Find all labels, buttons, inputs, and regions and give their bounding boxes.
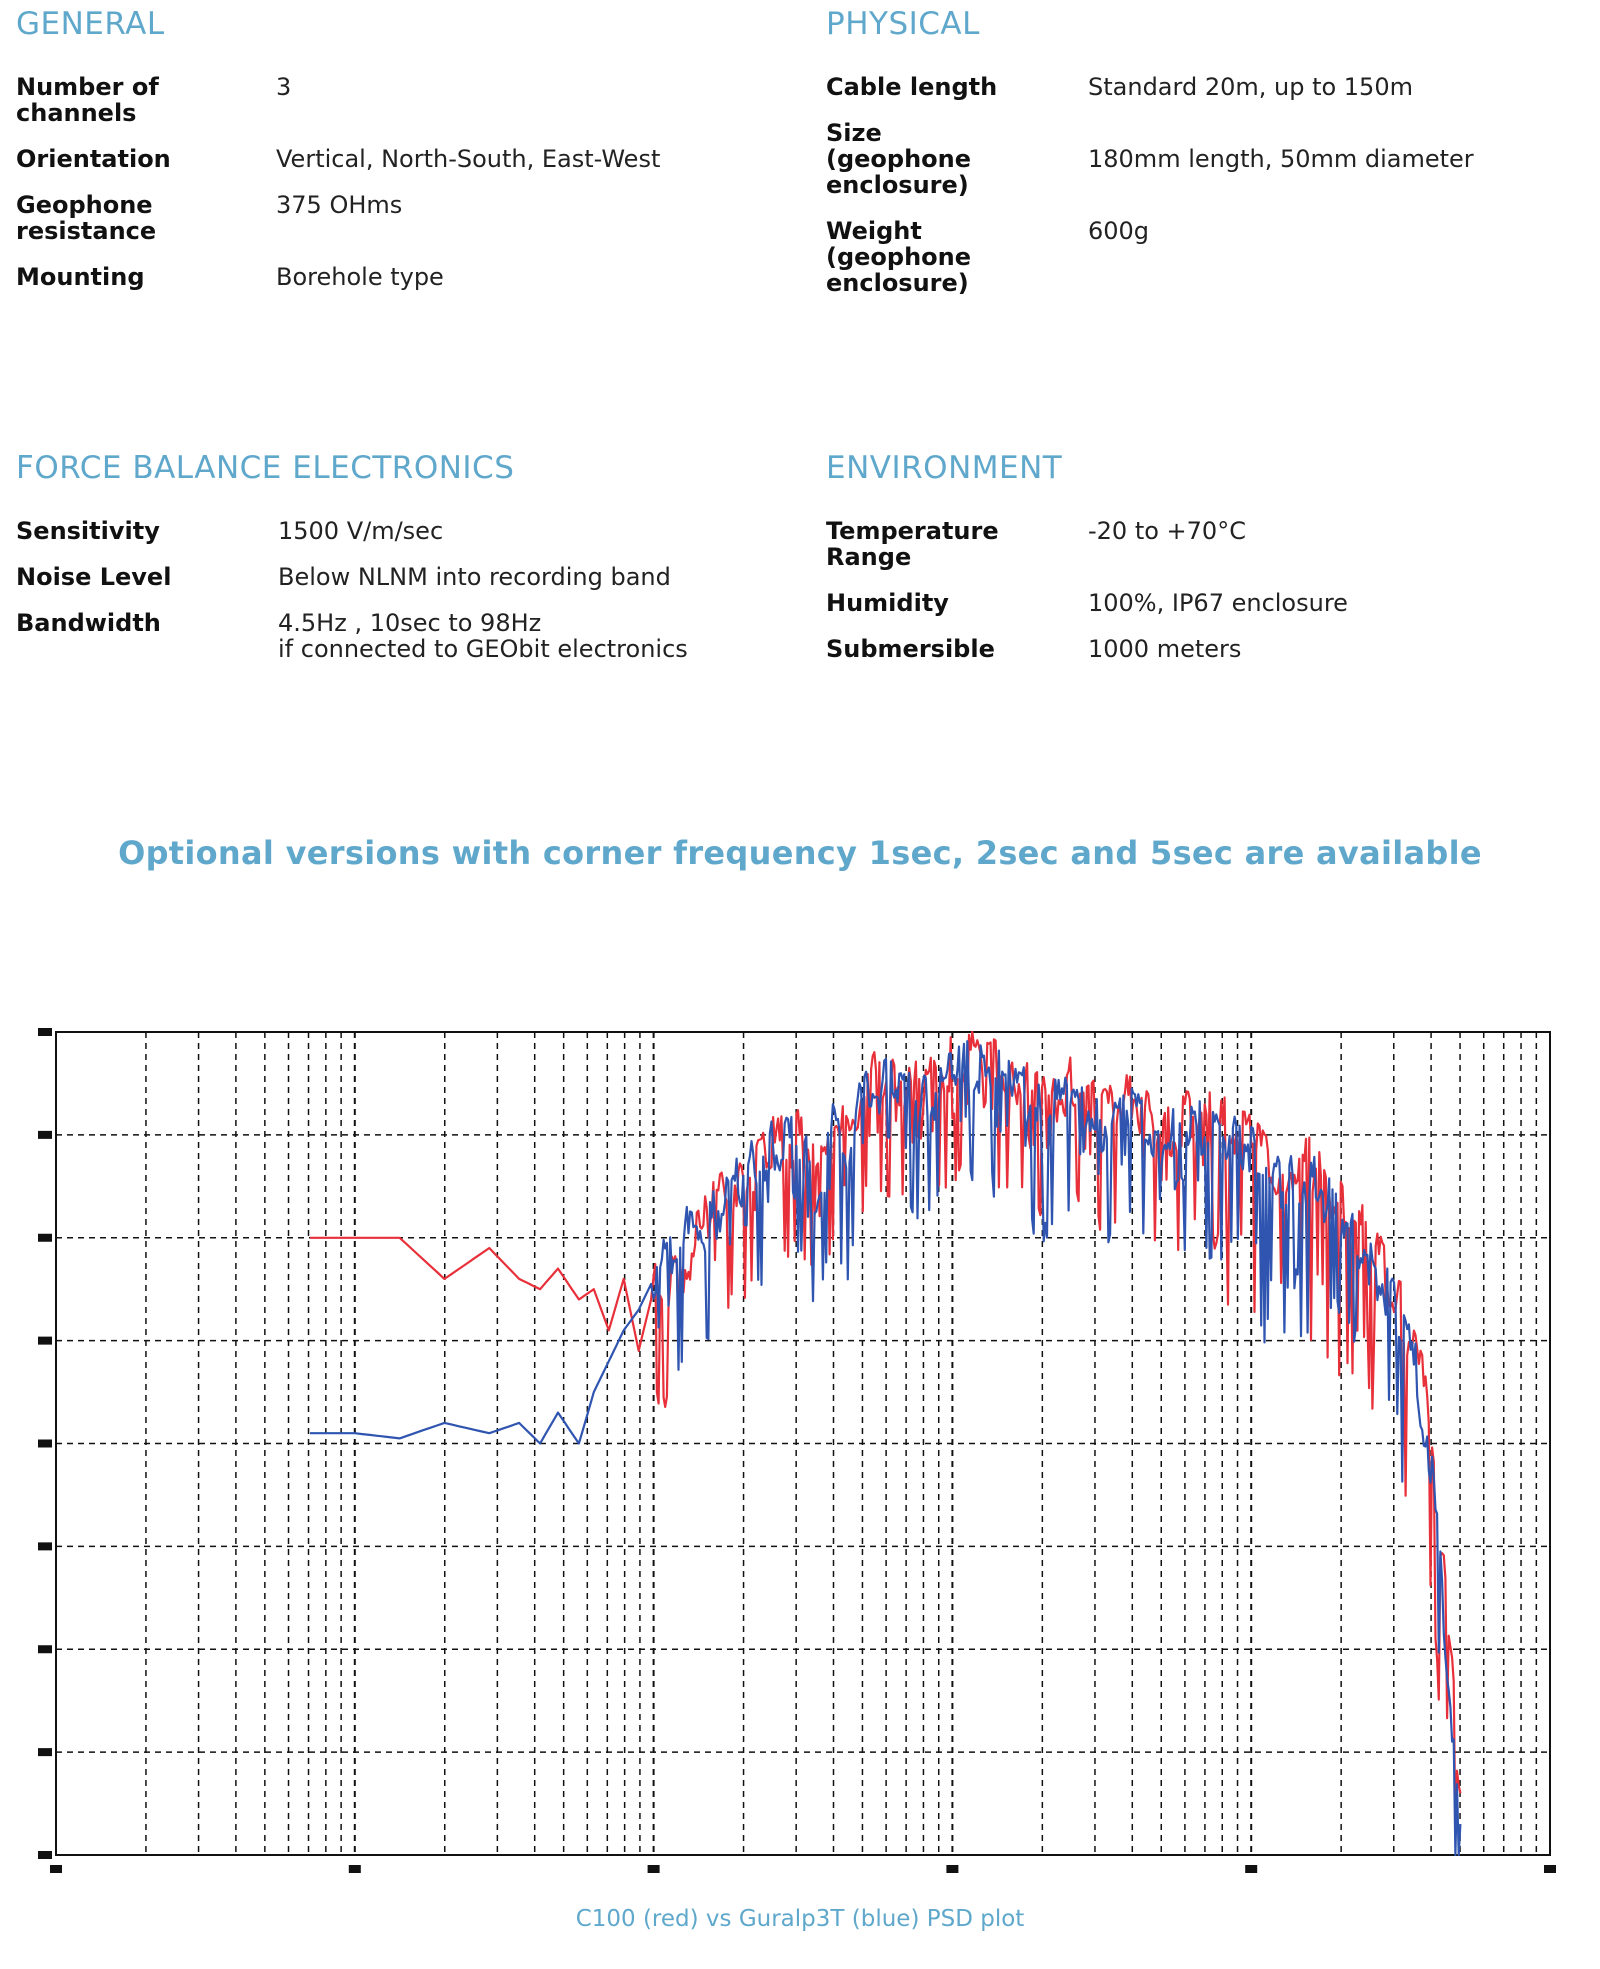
general-section bbox=[16, 4, 776, 310]
spec-value: 1000 meters bbox=[1088, 635, 1242, 663]
y-tick-mark bbox=[38, 1028, 52, 1036]
y-tick-mark bbox=[38, 1748, 52, 1756]
physical-section bbox=[826, 4, 1586, 316]
spec-row-humidity bbox=[826, 590, 1586, 616]
spec-label: Number of channels bbox=[16, 73, 159, 127]
spec-value: Vertical, North-South, East-West bbox=[276, 145, 661, 173]
spec-row-cable-length bbox=[826, 74, 1586, 100]
x-tick-mark bbox=[946, 1865, 958, 1873]
spec-label: Humidity bbox=[826, 589, 949, 617]
spec-label: Temperature Range bbox=[826, 517, 999, 571]
spec-label-line: enclosure) bbox=[826, 171, 969, 199]
spec-label-line: enclosure) bbox=[826, 269, 969, 297]
environment-heading: ENVIRONMENT bbox=[826, 450, 1063, 486]
force-balance-section bbox=[16, 448, 776, 682]
spec-value: 3 bbox=[276, 73, 292, 101]
spec-value: 180mm length, 50mm diameter bbox=[1088, 145, 1474, 173]
spec-row-bandwidth bbox=[16, 610, 776, 662]
spec-value: 600g bbox=[1088, 217, 1150, 245]
psd-chart bbox=[20, 1020, 1580, 1890]
spec-label-line: (geophone bbox=[826, 243, 972, 271]
x-tick-mark bbox=[50, 1865, 62, 1873]
general-heading: GENERAL bbox=[16, 6, 165, 42]
corner-frequency-announcement: Optional versions with corner frequency 1sec, 2sec and 5sec are available bbox=[118, 834, 1482, 872]
spec-value bbox=[278, 610, 688, 662]
spec-value: Borehole type bbox=[276, 263, 444, 291]
spec-label-line: Weight bbox=[826, 217, 922, 245]
x-tick-mark bbox=[1245, 1865, 1257, 1873]
environment-section bbox=[826, 448, 1586, 682]
spec-row-mounting bbox=[16, 264, 776, 290]
spec-label: Orientation bbox=[16, 145, 171, 173]
spec-label: Submersible bbox=[826, 635, 995, 663]
physical-heading: PHYSICAL bbox=[826, 6, 980, 42]
x-tick-mark bbox=[349, 1865, 361, 1873]
y-tick-mark bbox=[38, 1440, 52, 1448]
spec-row-size bbox=[826, 120, 1586, 198]
x-tick-mark bbox=[648, 1865, 660, 1873]
spec-value: Below NLNM into recording band bbox=[278, 563, 671, 591]
y-tick-mark bbox=[38, 1234, 52, 1242]
spec-label bbox=[826, 218, 1088, 296]
spec-value: Standard 20m, up to 150m bbox=[1088, 73, 1413, 101]
spec-row-orientation bbox=[16, 146, 776, 172]
spec-row-sensitivity bbox=[16, 518, 776, 544]
psd-chart-svg bbox=[20, 1020, 1580, 1890]
y-tick-mark bbox=[38, 1337, 52, 1345]
y-tick-mark bbox=[38, 1542, 52, 1550]
spec-label: Geophone resistance bbox=[16, 191, 157, 245]
spec-label bbox=[826, 120, 1088, 198]
y-tick-mark bbox=[38, 1131, 52, 1139]
spec-label: Noise Level bbox=[16, 563, 172, 591]
spec-row-weight bbox=[826, 218, 1586, 296]
spec-value-line: if connected to GEObit electronics bbox=[278, 635, 688, 663]
spec-row-channels bbox=[16, 74, 776, 126]
x-tick-mark bbox=[1544, 1865, 1556, 1873]
spec-value: 100%, IP67 enclosure bbox=[1088, 589, 1348, 617]
spec-label-line: Size bbox=[826, 119, 882, 147]
spec-value-line: 4.5Hz , 10sec to 98Hz bbox=[278, 609, 542, 637]
y-tick-mark bbox=[38, 1645, 52, 1653]
spec-value: -20 to +70°C bbox=[1088, 517, 1246, 545]
spec-value: 375 OHms bbox=[276, 191, 403, 219]
spec-value: 1500 V/m/sec bbox=[278, 517, 444, 545]
spec-label: Cable length bbox=[826, 73, 998, 101]
spec-row-resistance bbox=[16, 192, 776, 244]
spec-row-submersible bbox=[826, 636, 1586, 662]
spec-label-line: (geophone bbox=[826, 145, 972, 173]
spec-row-temperature bbox=[826, 518, 1586, 570]
spec-label: Bandwidth bbox=[16, 609, 161, 637]
y-tick-mark bbox=[38, 1851, 52, 1859]
spec-row-noise-level bbox=[16, 564, 776, 590]
force-balance-heading: FORCE BALANCE ELECTRONICS bbox=[16, 450, 515, 486]
chart-caption: C100 (red) vs Guralp3T (blue) PSD plot bbox=[575, 1906, 1025, 1932]
spec-label: Sensitivity bbox=[16, 517, 160, 545]
spec-label: Mounting bbox=[16, 263, 145, 291]
